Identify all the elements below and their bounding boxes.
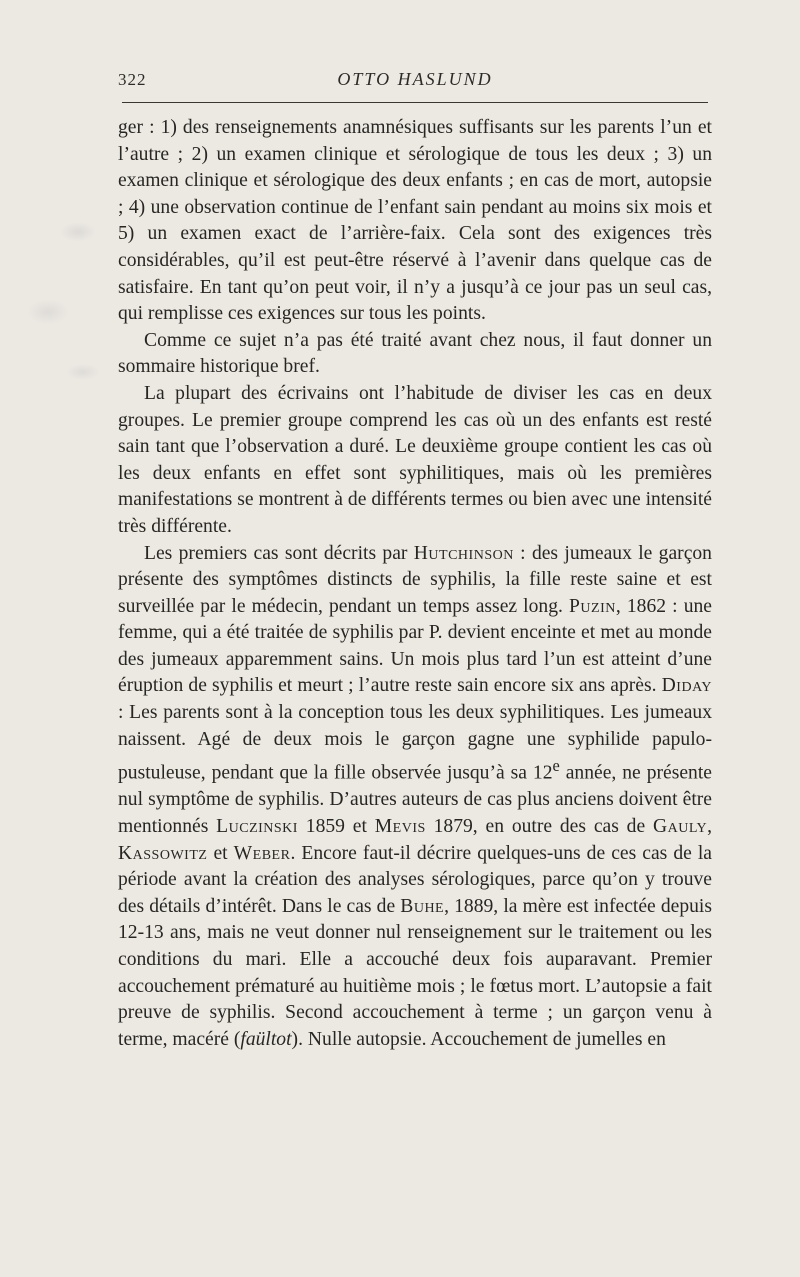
- author-name: Weber: [233, 842, 291, 864]
- paragraph-2: Comme ce sujet n’a pas été traité avant chez nous, il faut donner un sommaire historique bref.: [118, 329, 712, 378]
- header-rule: [122, 102, 708, 103]
- page-number: 322: [118, 70, 147, 89]
- paragraph-1: ger : 1) des renseignements anamnésiques suffisants sur les parents l’un et l’autre ; 2) un examen clinique et sérologique de tous les deux ; 3) un examen clinique et sérologique des deux enfants ; en cas de mort, autopsie ; 4) une observation continue de l’enfant sain pendant au moins six mois et 5) un examen exact de l’arrière-faix. Cela sont des exigences très considérables, qu’il est peut-être réservé à l’avenir dans quelque cas de satisfaire. En tant qu’on peut voir, il n’y a jusqu’à ce jour pas un seul cas, qui remplisse ces exigences sur tous les points.: [118, 117, 712, 325]
- paragraph-3: La plupart des écrivains ont l’habitude de diviser les cas en deux groupes. Le premier groupe comprend les cas où un des enfants est resté sain tant que l’observation a duré. Le deuxième groupe contient les cas où les deux enfants en effet sont syphilitiques, mais où les premières manifestations se montrent à de différents termes ou bien avec une intensité très différente.: [118, 382, 712, 537]
- body-text: [118, 115, 712, 1053]
- author-name: Puzin: [569, 595, 616, 617]
- author-name: Gauly: [652, 815, 708, 837]
- author-name: Luczinski: [216, 815, 298, 837]
- superscript: e: [552, 756, 560, 776]
- page-header: [118, 66, 712, 102]
- author-name: Hutchinson: [413, 542, 514, 564]
- italic-term: faültot: [240, 1028, 292, 1050]
- author-name: Buhe: [400, 895, 445, 917]
- author-name: Kassowitz: [118, 842, 208, 864]
- page-stain: [8, 212, 118, 397]
- author-name: Diday: [661, 675, 712, 697]
- paragraph-4: Les premiers cas sont décrits par Hutchinson : des jumeaux le garçon présente des symptômes distincts de syphilis, la fille reste saine et est surveillée par le médecin, pendant un temps assez long. Puzin, 1862 : une femme, qui a été traitée de syphilis par P. devient enceinte et met au monde des jumeaux apparemment sains. Un mois plus tard l’un est atteint d’une éruption de syphilis et meurt ; l’autre reste sain encore six ans après. Diday : Les parents sont à la conception tous les deux syphilitiques. Les jumeaux naissent. Agé de deux mois le garçon gagne une syphilide papulo-pustuleuse, pendant que la fille observée jusqu’à sa 12e année, ne présente nul symptôme de syphilis. D’autres auteurs de cas plus anciens doivent être mentionnés Luczinski 1859 et Mevis 1879, en outre des cas de Gauly, Kassowitz et Weber. Encore faut-il décrire quelques-uns de ces cas de la période avant la création des analyses sérologiques, parce qu’on y trouve des détails d’intérêt. Dans le cas de Buhe, 1889, la mère est infectée depuis 12-13 ans, mais ne veut donner nul renseignement sur le traitement ou les conditions du mari. Elle a accouché deux fois auparavant. Premier accouchement prématuré au huitième mois ; le fœtus mort. L’autopsie a fait preuve de syphilis. Second accouchement à terme ; un garçon venu à terme, macéré (faültot). Nulle autopsie. Accouchement de jumelles en: [118, 542, 713, 1050]
- author-name: Mevis: [374, 815, 426, 837]
- running-head: OTTO HASLUND: [337, 69, 493, 89]
